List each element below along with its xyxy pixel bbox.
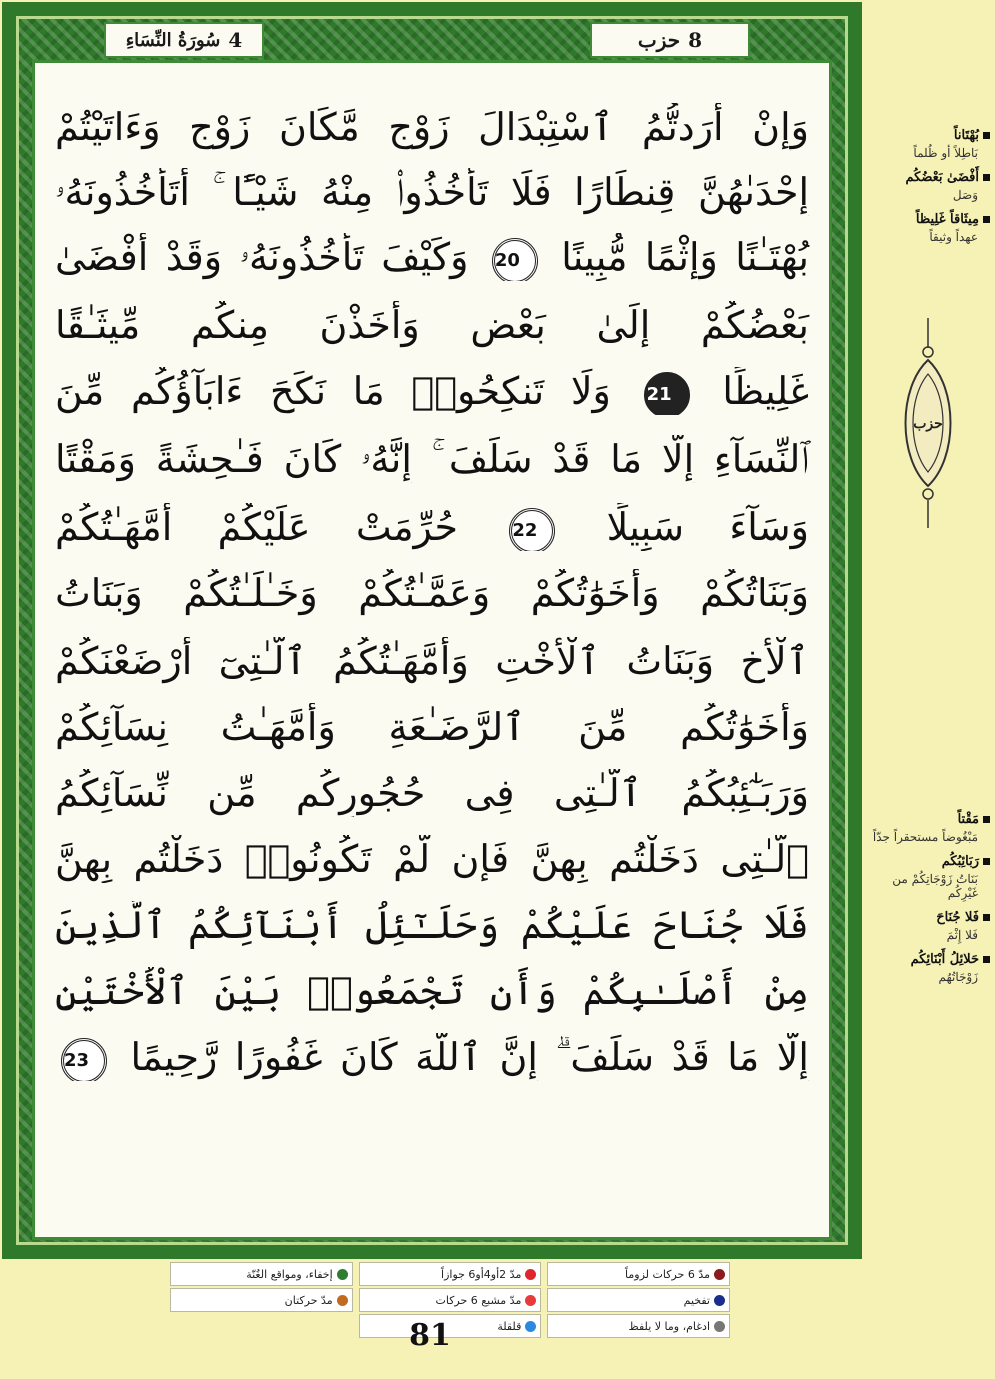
hizb-label: حزب <box>637 28 681 52</box>
verse-line: بَعْضُكُمْ إِلَىٰ بَعْضٍ وَأَخَذْنَ مِنكُم مِّيثَـٰقًا <box>55 303 809 347</box>
side-note: مِيثَاقاً غَلِيظاً عهداً وثيقاً <box>868 212 990 244</box>
hizb-number: 8 <box>688 28 703 52</box>
hizb-header <box>590 22 750 58</box>
legend-item: إخفاء، ومواقع الغُنّة <box>170 1262 353 1286</box>
surah-header <box>104 22 264 58</box>
quran-text-area <box>32 60 832 1240</box>
legend-item: مدّ 2أو4أو6 جوازاً <box>359 1262 542 1286</box>
verse-line: إِلَّا مَا قَدْ سَلَفَ ۗ إِنَّ ٱللَّهَ كَانَ غَفُورًا رَّحِيمًا 23 <box>35 1033 829 1081</box>
side-note: حَلائِلُ أَبْنَائِكُم زَوْجَاتُهُم <box>868 952 990 984</box>
ayah-number-mark: 20 <box>492 238 538 282</box>
side-note: مَقْتاً مَبْغُوضاً مستحقراً جدّاً <box>868 812 990 844</box>
ayah-number-mark: 22 <box>509 508 555 552</box>
hizb-ornament-icon <box>888 318 968 528</box>
side-note: بُهْتَاناً بَاطِلاً أو ظُلماً <box>868 128 990 160</box>
verse-line: وَرَبَـٰٓئِبُكُمُ ٱلَّـٰتِى فِى حُجُورِكُم مِّن نِّسَآئِكُمُ <box>55 771 809 815</box>
legend-item: مدّ مشبع 6 حركات <box>359 1288 542 1312</box>
verse-line: وَبَنَاتُكُمْ وَأَخَوَٰتُكُمْ وَعَمَّـٰتُكُمْ وَخَـٰلَـٰتُكُمْ وَبَنَاتُ <box>55 571 809 615</box>
verse-line: إِحْدَىٰهُنَّ قِنطَارًا فَلَا تَأْخُذُوا۟ مِنْهُ شَيْـًٔا ۚ أَتَأْخُذُونَهُۥ <box>55 170 809 214</box>
side-note: أَفْضَىٰ بَعْضُكُم وَصَل <box>868 170 990 202</box>
legend-dot <box>337 1295 348 1306</box>
legend-item: مدّ حركتان <box>170 1288 353 1312</box>
side-note: رَبَائِبُكُم بَنَاتُ زَوْجَاتِكُمْ من غَيْرِكُم <box>868 854 990 900</box>
verse-line: مِنْ أَصْلَـٰبِكُمْ وَأَن تَجْمَعُوا۟ بَيْنَ ٱلْأُخْتَيْنِ <box>55 969 809 1013</box>
legend-dot <box>714 1269 725 1280</box>
verse-line: ٱلنِّسَآءِ إِلَّا مَا قَدْ سَلَفَ ۚ إِنَّهُۥ كَانَ فَـٰحِشَةً وَمَقْتًا <box>55 437 809 481</box>
side-notes-bottom <box>868 812 990 994</box>
verse-line: ٱلَّـٰتِى دَخَلْتُم بِهِنَّ فَإِن لَّمْ تَكُونُوا۟ دَخَلْتُم بِهِنَّ <box>55 837 809 881</box>
side-notes-top <box>868 128 990 254</box>
legend-dot <box>337 1269 348 1280</box>
surah-number: 4 <box>228 28 243 52</box>
verse-line: وَسَآءَ سَبِيلًا 22 حُرِّمَتْ عَلَيْكُمْ أُمَّهَـٰتُكُمْ <box>35 503 829 551</box>
legend-dot <box>714 1321 725 1332</box>
tajweed-legend <box>170 1262 730 1333</box>
legend-item: ادغام، وما لا يلفظ <box>547 1314 730 1338</box>
verse-line: وَإِنْ أَرَدتُّمُ ٱسْتِبْدَالَ زَوْجٍ مَّكَانَ زَوْجٍ وَءَاتَيْتُمْ <box>55 105 809 149</box>
verse-line: ٱلْأَخِ وَبَنَاتُ ٱلْأُخْتِ وَأُمَّهَـٰتُكُمُ ٱلَّـٰتِىٓ أَرْضَعْنَكُمْ <box>55 639 809 683</box>
verse-line: وَأَخَوَٰتُكُم مِّنَ ٱلرَّضَـٰعَةِ وَأُمَّهَـٰتُ نِسَآئِكُمْ <box>55 705 809 749</box>
legend-dot <box>525 1321 536 1332</box>
verse-line: غَلِيظًا 21 وَلَا تَنكِحُوا۟ مَا نَكَحَ ءَابَآؤُكُم مِّنَ <box>35 367 829 415</box>
ayah-number-mark: 23 <box>61 1038 107 1082</box>
side-note: فَلا جُنَاحَ فَلا إِثْمَ <box>868 910 990 942</box>
legend-dot <box>525 1269 536 1280</box>
page-number: 81 <box>409 1318 451 1353</box>
verse-line: فَلَا جُنَاحَ عَلَيْكُمْ وَحَلَـٰٓئِلُ أَبْنَآئِكُمُ ٱلَّذِينَ <box>55 903 809 947</box>
legend-item: تفخيم <box>547 1288 730 1312</box>
verse-line: بُهْتَـٰنًا وَإِثْمًا مُّبِينًا 20 وَكَيْفَ تَأْخُذُونَهُۥ وَقَدْ أَفْضَىٰ <box>35 233 829 281</box>
ornament-label: حزب <box>913 416 943 432</box>
ayah-number-mark: 21 <box>644 372 690 416</box>
surah-name: سُورَةُ النِّسَاءِ <box>125 29 221 51</box>
legend-dot <box>525 1295 536 1306</box>
legend-dot <box>714 1295 725 1306</box>
legend-item: مدّ 6 حركات لزوماً <box>547 1262 730 1286</box>
legend-item: قلقلة <box>359 1314 542 1338</box>
